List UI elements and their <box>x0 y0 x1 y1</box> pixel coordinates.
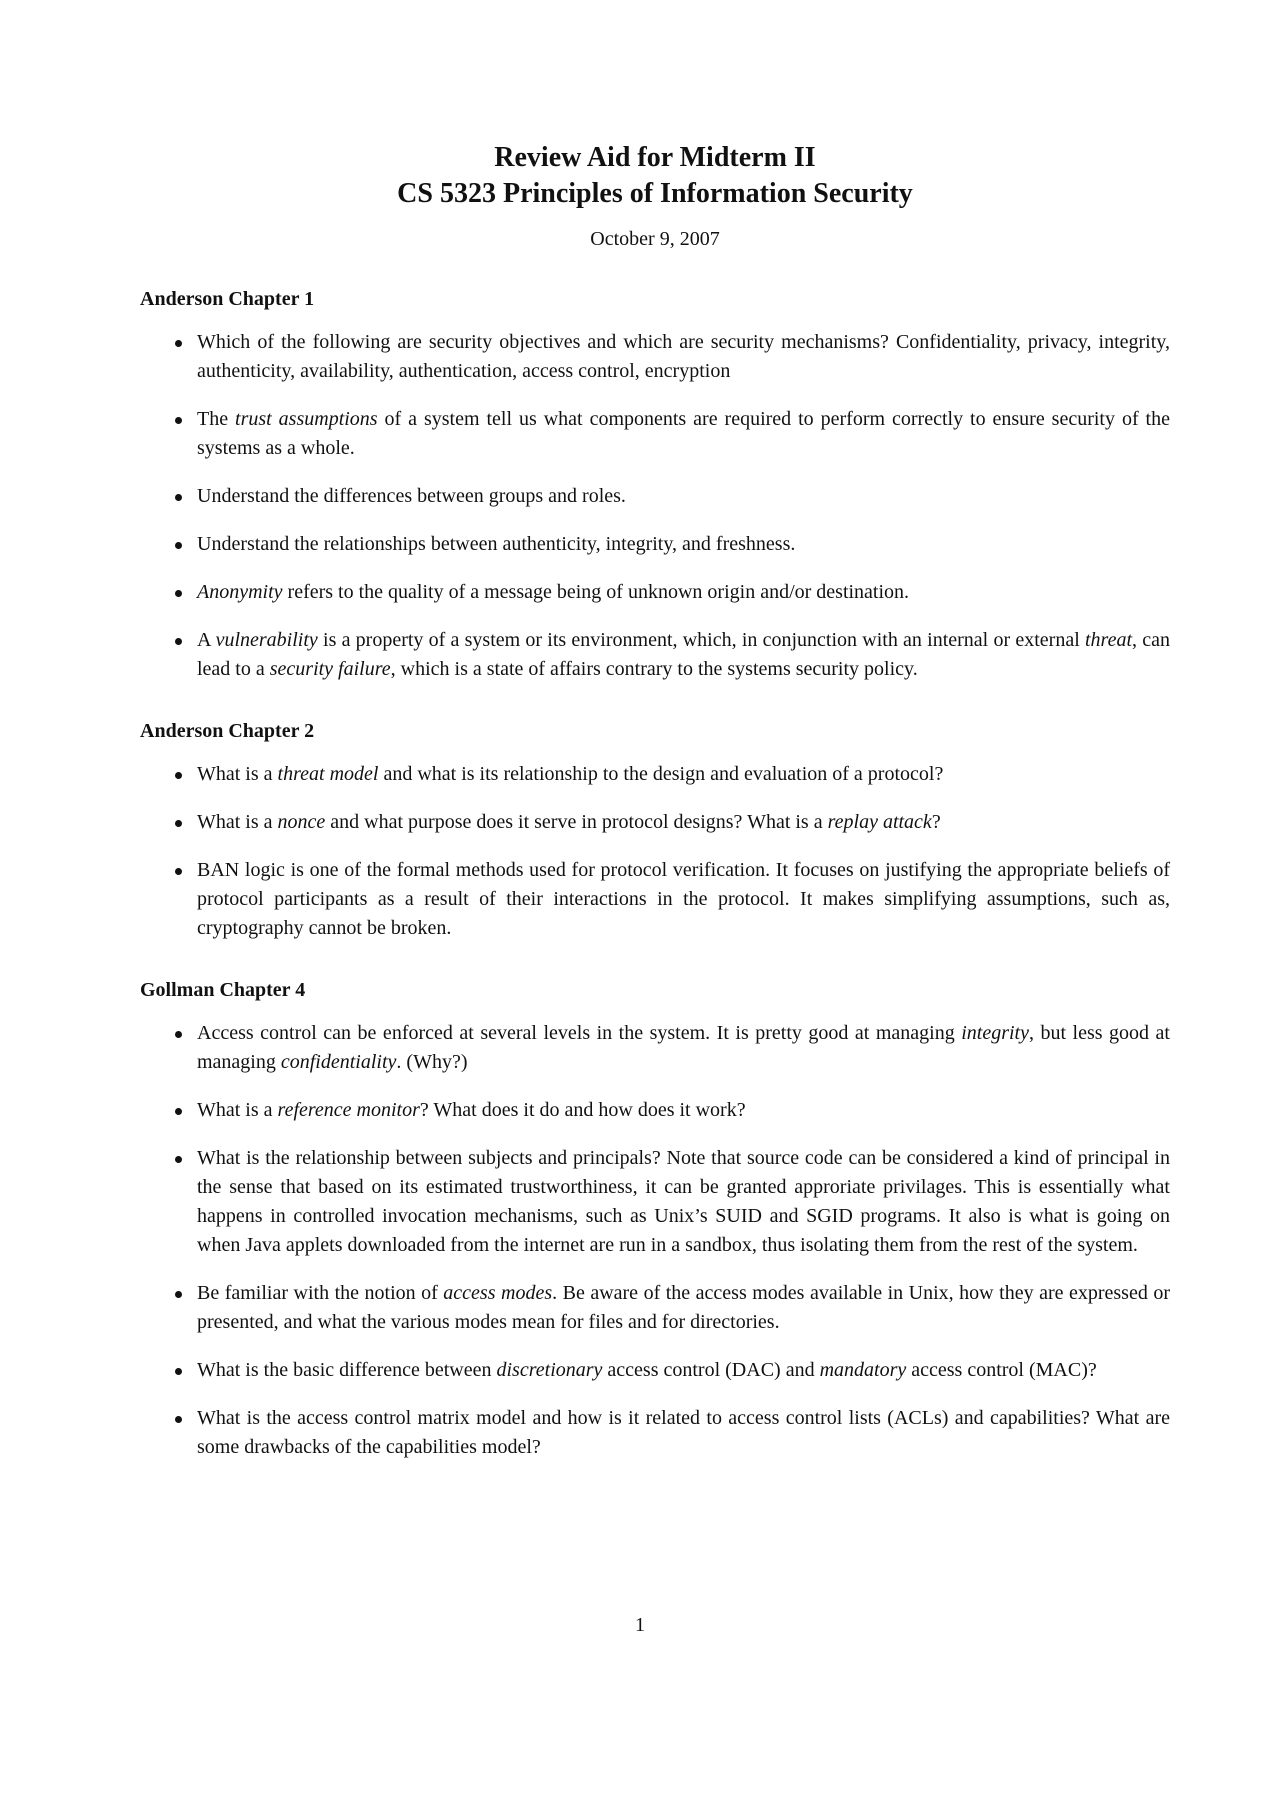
list-item <box>140 1096 1170 1125</box>
bullet-icon <box>175 542 182 549</box>
item-text: What is a <box>197 811 278 833</box>
bullet-icon <box>175 868 182 875</box>
item-text: . (Why?) <box>396 1051 468 1073</box>
bullet-icon <box>175 1291 182 1298</box>
list-item <box>140 530 1170 559</box>
item-text: and what purpose does it serve in protocol designs? What is a <box>325 811 828 833</box>
item-text: , which is a state of affairs contrary to the systems security policy. <box>390 658 918 680</box>
item-text: ? <box>931 811 941 833</box>
item-text: ? What does it do and how does it work? <box>419 1099 746 1121</box>
list-item <box>140 856 1170 943</box>
list-item <box>140 328 1170 386</box>
section-heading: Gollman Chapter 4 <box>140 979 306 1001</box>
item-text: What is the basic difference between <box>197 1359 497 1381</box>
section-heading: Anderson Chapter 2 <box>140 720 315 742</box>
emphasized-term: mandatory <box>819 1359 907 1381</box>
item-text: is a property of a system or its environment, which, in conjunction with an internal or external <box>317 629 1085 651</box>
list-item <box>140 760 1170 789</box>
bullet-icon <box>175 417 182 424</box>
bullet-icon <box>175 638 182 645</box>
title-block <box>140 140 1170 252</box>
list-item <box>140 626 1170 684</box>
emphasized-term: threat <box>1084 629 1133 651</box>
page-number: 1 <box>635 1614 645 1636</box>
list-item <box>140 1279 1170 1337</box>
bullet-icon <box>175 1156 182 1163</box>
item-text: Understand the relationships between authenticity, integrity, and freshness. <box>197 533 796 555</box>
emphasized-term: threat model <box>277 763 379 785</box>
bullet-icon <box>175 772 182 779</box>
list-item <box>140 1404 1170 1462</box>
document-title-line1: Review Aid for Midterm II <box>494 142 816 173</box>
item-text: Which of the following are security objectives and which are security mechanisms? Confidentiality, privacy, integrity, authenticity, availability, authentication, access control, encryption <box>197 331 1170 382</box>
document-date: October 9, 2007 <box>590 228 720 250</box>
item-text: access control (MAC)? <box>906 1359 1097 1381</box>
bullet-icon <box>175 494 182 501</box>
item-text: BAN logic is one of the formal methods used for protocol verification. It focuses on justifying the appropriate beliefs of protocol participants as a result of their interactions in the protocol. It makes simplifying assumptions, such as, cryptography cannot be broken. <box>197 859 1170 939</box>
document-title-line2: CS 5323 Principles of Information Security <box>397 178 913 209</box>
bullet-icon <box>175 1031 182 1038</box>
emphasized-term: nonce <box>277 811 326 833</box>
item-text: refers to the quality of a message being of unknown origin and/or destination. <box>282 581 910 603</box>
item-text: and what is its relationship to the design and evaluation of a protocol? <box>378 763 944 785</box>
emphasized-term: reference monitor <box>277 1099 420 1121</box>
item-text: , can lead to a <box>197 629 1170 680</box>
item-text: . Be aware of the access modes available in Unix, how they are expressed or presented, and what the various modes mean for files and for directories. <box>197 1282 1170 1333</box>
item-text: Access control can be enforced at several levels in the system. It is pretty good at managing <box>197 1022 962 1044</box>
item-text: What is a <box>197 763 278 785</box>
list-item <box>140 1144 1170 1260</box>
emphasized-term: replay attack <box>827 811 932 833</box>
item-text: What is the access control matrix model and how is it related to access control lists (ACLs) and capabilities? What are some drawbacks of the capabilities model? <box>197 1407 1170 1458</box>
bullet-icon <box>175 1368 182 1375</box>
emphasized-term: integrity <box>961 1022 1029 1044</box>
item-text: Understand the differences between groups and roles. <box>197 485 626 507</box>
bullet-icon <box>175 590 182 597</box>
list-item <box>140 482 1170 511</box>
list-item <box>140 1019 1170 1077</box>
item-text: of a system tell us what components are required to perform correctly to ensure security of the systems as a whole. <box>197 408 1170 459</box>
list-item <box>140 1356 1170 1385</box>
item-text: access control (DAC) and <box>602 1359 820 1381</box>
bullet-list <box>140 1019 1170 1462</box>
bullet-icon <box>175 1416 182 1423</box>
emphasized-term: trust assumptions <box>235 408 378 430</box>
list-item <box>140 808 1170 837</box>
item-text: What is a <box>197 1099 278 1121</box>
bullet-icon <box>175 820 182 827</box>
emphasized-term: Anonymity <box>197 581 283 603</box>
list-item <box>140 578 1170 607</box>
list-item <box>140 405 1170 463</box>
emphasized-term: access modes <box>443 1282 553 1304</box>
item-text: , but less good at managing <box>197 1022 1170 1073</box>
item-text: Be familiar with the notion of <box>197 1282 444 1304</box>
sections-container <box>140 286 1170 1462</box>
emphasized-term: discretionary <box>496 1359 603 1381</box>
bullet-icon <box>175 1108 182 1115</box>
item-text: What is the relationship between subjects and principals? Note that source code can be considered a kind of principal in the sense that based on its estimated trustworthiness, it can be granted approriate privilages. This is essentially what happens in controlled invocation mechanisms, such as Unix’s SUID and SGID programs. It also is what is going on when Java applets downloaded from the internet are run in a sandbox, thus isolating them from the rest of the system. <box>197 1147 1170 1256</box>
emphasized-term: security failure <box>269 658 391 680</box>
section-heading: Anderson Chapter 1 <box>140 288 315 310</box>
document-page <box>140 140 1170 1481</box>
emphasized-term: confidentiality <box>280 1051 397 1073</box>
item-text: A <box>197 629 216 651</box>
bullet-icon <box>175 340 182 347</box>
bullet-list <box>140 760 1170 943</box>
emphasized-term: vulnerability <box>215 629 318 651</box>
bullet-list <box>140 328 1170 684</box>
item-text: The <box>197 408 236 430</box>
